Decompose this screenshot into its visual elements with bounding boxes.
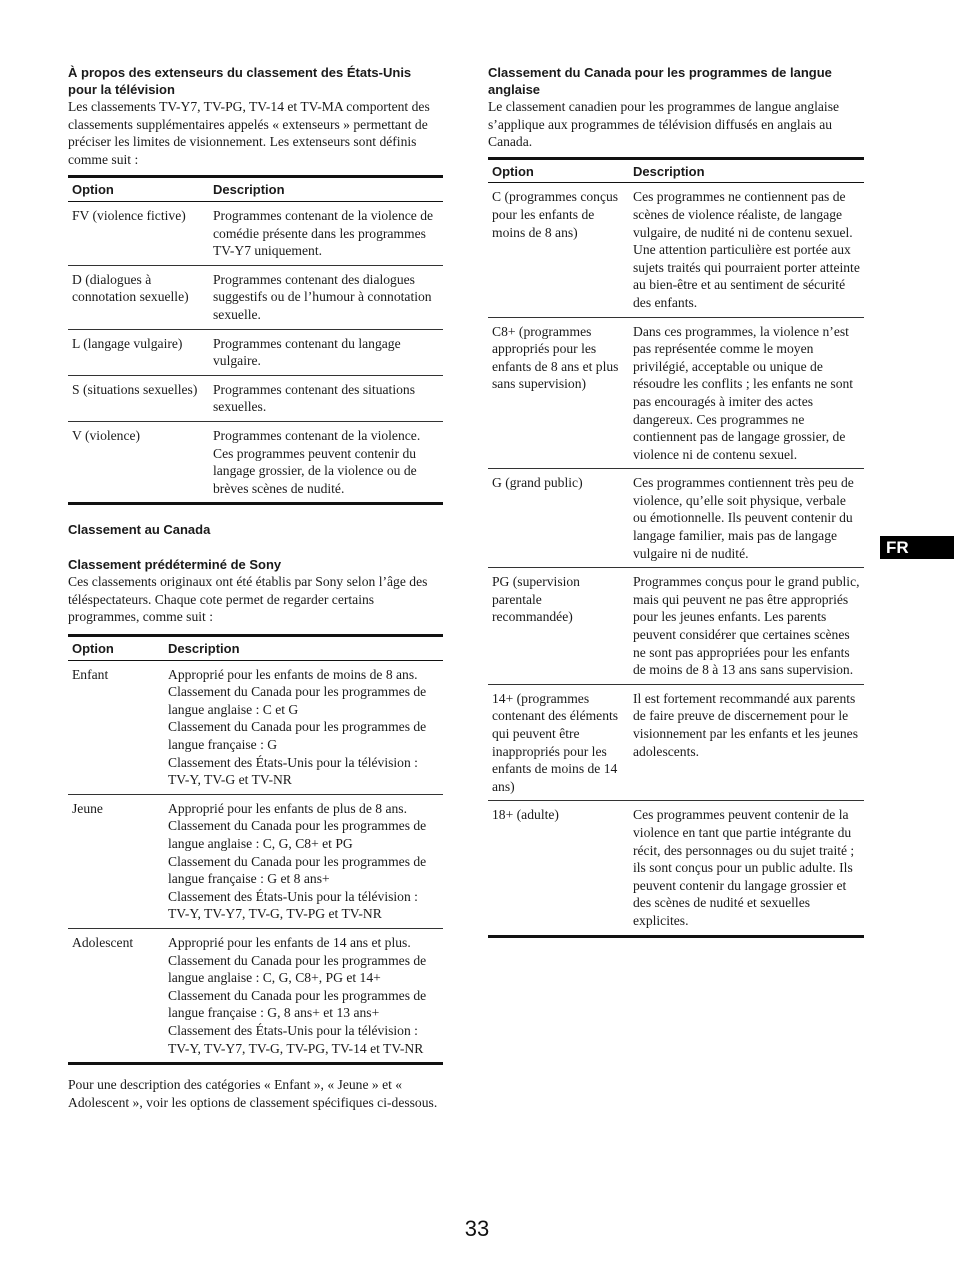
description-cell [164, 928, 443, 1063]
column-header-option: Option [68, 177, 209, 202]
language-tab: FR [880, 536, 954, 559]
description-cell: Il est fortement recommandé aux parents de faire preuve de discernement pour le visionnement par les enfants et les jeunes adolescents. [629, 684, 864, 801]
option-cell: PG (supervision parentale recommandée) [488, 568, 629, 685]
option-cell: D (dialogues à connotation sexuelle) [68, 265, 209, 329]
table-row [488, 183, 864, 317]
page-number: 33 [464, 1216, 490, 1241]
option-cell: V (violence) [68, 421, 209, 503]
description-cell [164, 660, 443, 794]
table-row [68, 265, 443, 329]
option-cell: FV (violence fictive) [68, 201, 209, 265]
table-header-row [68, 177, 443, 202]
english-ratings-table [488, 157, 864, 938]
english-heading: Classement du Canada pour les programmes de langue anglaise [488, 65, 832, 97]
extenders-intro: Les classements TV-Y7, TV-PG, TV-14 et TV-MA comportent des classements supplémentaires appelés « extenseurs » permettant de préciser les limites de visionnement. Les extenseurs sont définis comme suit : [68, 99, 430, 167]
column-header-description: Description [164, 636, 443, 661]
description-cell: Programmes conçus pour le grand public, mais qui peuvent ne pas être appropriés pour les jeunes enfants. Les parents peuvent considérer que certaines scènes ne sont pas appropriées pour les enfants de moins de 8 à 13 ans sans supervision. [629, 568, 864, 685]
sony-heading: Classement prédéterminé de Sony [68, 557, 282, 573]
table-row [488, 684, 864, 801]
left-column [68, 64, 443, 1111]
description-line: Classement du Canada pour les programmes de langue française : G [168, 719, 427, 753]
description-line: Approprié pour les enfants de 14 ans et plus. [168, 934, 411, 950]
description-line: Classement des États-Unis pour la télévision : TV-Y, TV-Y7, TV-G, TV-PG, TV-14 et TV-NR [168, 1022, 424, 1056]
option-cell: 14+ (programmes contenant des éléments qui peuvent être inappropriés pour les enfants de moins de 14 ans) [488, 684, 629, 801]
table-row [68, 421, 443, 503]
column-header-description: Description [209, 177, 443, 202]
table-row [488, 469, 864, 568]
extenders-heading: À propos des extenseurs du classement des États-Unis pour la télévision [68, 65, 412, 97]
description-line: Classement du Canada pour les programmes de langue française : G et 8 ans+ [168, 853, 427, 887]
option-cell: Jeune [68, 794, 164, 928]
description-line: Approprié pour les enfants de plus de 8 ans. [168, 800, 407, 816]
description-line: Classement du Canada pour les programmes de langue anglaise : C et G [168, 684, 427, 717]
description-cell: Programmes contenant des dialogues suggestifs ou de l’humour à connotation sexuelle. [209, 265, 443, 329]
option-cell: S (situations sexuelles) [68, 375, 209, 421]
description-line: Classement des États-Unis pour la télévision : TV-Y, TV-Y7, TV-G, TV-PG et TV-NR [168, 888, 418, 922]
description-line: Classement des États-Unis pour la télévision : TV-Y, TV-G et TV-NR [168, 754, 418, 788]
description-line: Approprié pour les enfants de moins de 8 ans. [168, 666, 418, 682]
table-row [488, 317, 864, 469]
option-cell: Adolescent [68, 928, 164, 1063]
description-cell: Dans ces programmes, la violence n’est pas représentée comme le moyen privilégié, acceptable ou unique de résoudre les conflits ; les enfants ne sont pas encouragés à imiter des actes dangereux. Ces programmes ne contiennent pas de langage grossier, de violence ni de contenu sexuel. [629, 317, 864, 469]
description-cell: Programmes contenant des situations sexuelles. [209, 375, 443, 421]
table-row [68, 928, 443, 1063]
canada-heading: Classement au Canada [68, 522, 211, 538]
description-cell: Ces programmes ne contiennent pas de scènes de violence réaliste, de langage vulgaire, de nudité ni de contenu sexuel. Une attention particulière est portée aux sujets traités qui pourraient porter atteinte au bien-être et au sentiment de sécurité des enfants. [629, 183, 864, 317]
sony-table [68, 634, 443, 1065]
column-header-option: Option [68, 636, 164, 661]
sony-intro: Ces classements originaux ont été établis par Sony selon l’âge des téléspectateurs. Chaque cote permet de regarder certains programmes, comme suit : [68, 574, 428, 625]
description-cell: Ces programmes peuvent contenir de la violence en tant que partie intégrante du récit, des personnages ou du sujet traité ; ils sont conçus pour un public adulte. Ils peuvent contenir du langage grossier et des scènes de nudité et sexuelles explicites. [629, 801, 864, 936]
table-header-row [488, 158, 864, 183]
description-cell [164, 794, 443, 928]
footer-note: Pour une description des catégories « Enfant », « Jeune » et « Adolescent », voir les options de classement spécifiques ci-dessous. [68, 1077, 438, 1110]
option-cell: C8+ (programmes appropriés pour les enfants de 8 ans et plus sans supervision) [488, 317, 629, 469]
table-row [68, 375, 443, 421]
option-cell: 18+ (adulte) [488, 801, 629, 936]
description-line: Classement du Canada pour les programmes de langue française : G, 8 ans+ et 13 ans+ [168, 987, 427, 1021]
table-row [68, 329, 443, 375]
description-line: Classement du Canada pour les programmes de langue anglaise : C, G, C8+, PG et 14+ [168, 952, 427, 986]
description-line: Classement du Canada pour les programmes de langue anglaise : C, G, C8+ et PG [168, 818, 427, 851]
table-row [488, 568, 864, 685]
option-cell: C (programmes conçus pour les enfants de moins de 8 ans) [488, 183, 629, 317]
column-header-option: Option [488, 158, 629, 183]
table-row [488, 801, 864, 936]
english-intro: Le classement canadien pour les programmes de langue anglaise s’applique aux programmes de télévision diffusés en anglais au Canada. [488, 99, 840, 150]
right-column [488, 64, 864, 938]
table-row [68, 201, 443, 265]
description-cell: Programmes contenant du langage vulgaire. [209, 329, 443, 375]
description-cell: Ces programmes contiennent très peu de violence, qu’elle soit physique, verbale ou émotionnelle. Ils peuvent contenir du langage familier, mais pas de langage vulgaire ni de nudité. [629, 469, 864, 568]
option-cell: Enfant [68, 660, 164, 794]
column-header-description: Description [629, 158, 864, 183]
description-cell: Programmes contenant de la violence de comédie présente dans les programmes TV-Y7 uniquement. [209, 201, 443, 265]
option-cell: G (grand public) [488, 469, 629, 568]
table-row [68, 794, 443, 928]
table-header-row [68, 636, 443, 661]
option-cell: L (langage vulgaire) [68, 329, 209, 375]
description-cell: Programmes contenant de la violence. Ces programmes peuvent contenir du langage grossier, de la violence ou de brèves scènes de nudité. [209, 421, 443, 503]
table-row [68, 660, 443, 794]
extenders-table [68, 175, 443, 505]
